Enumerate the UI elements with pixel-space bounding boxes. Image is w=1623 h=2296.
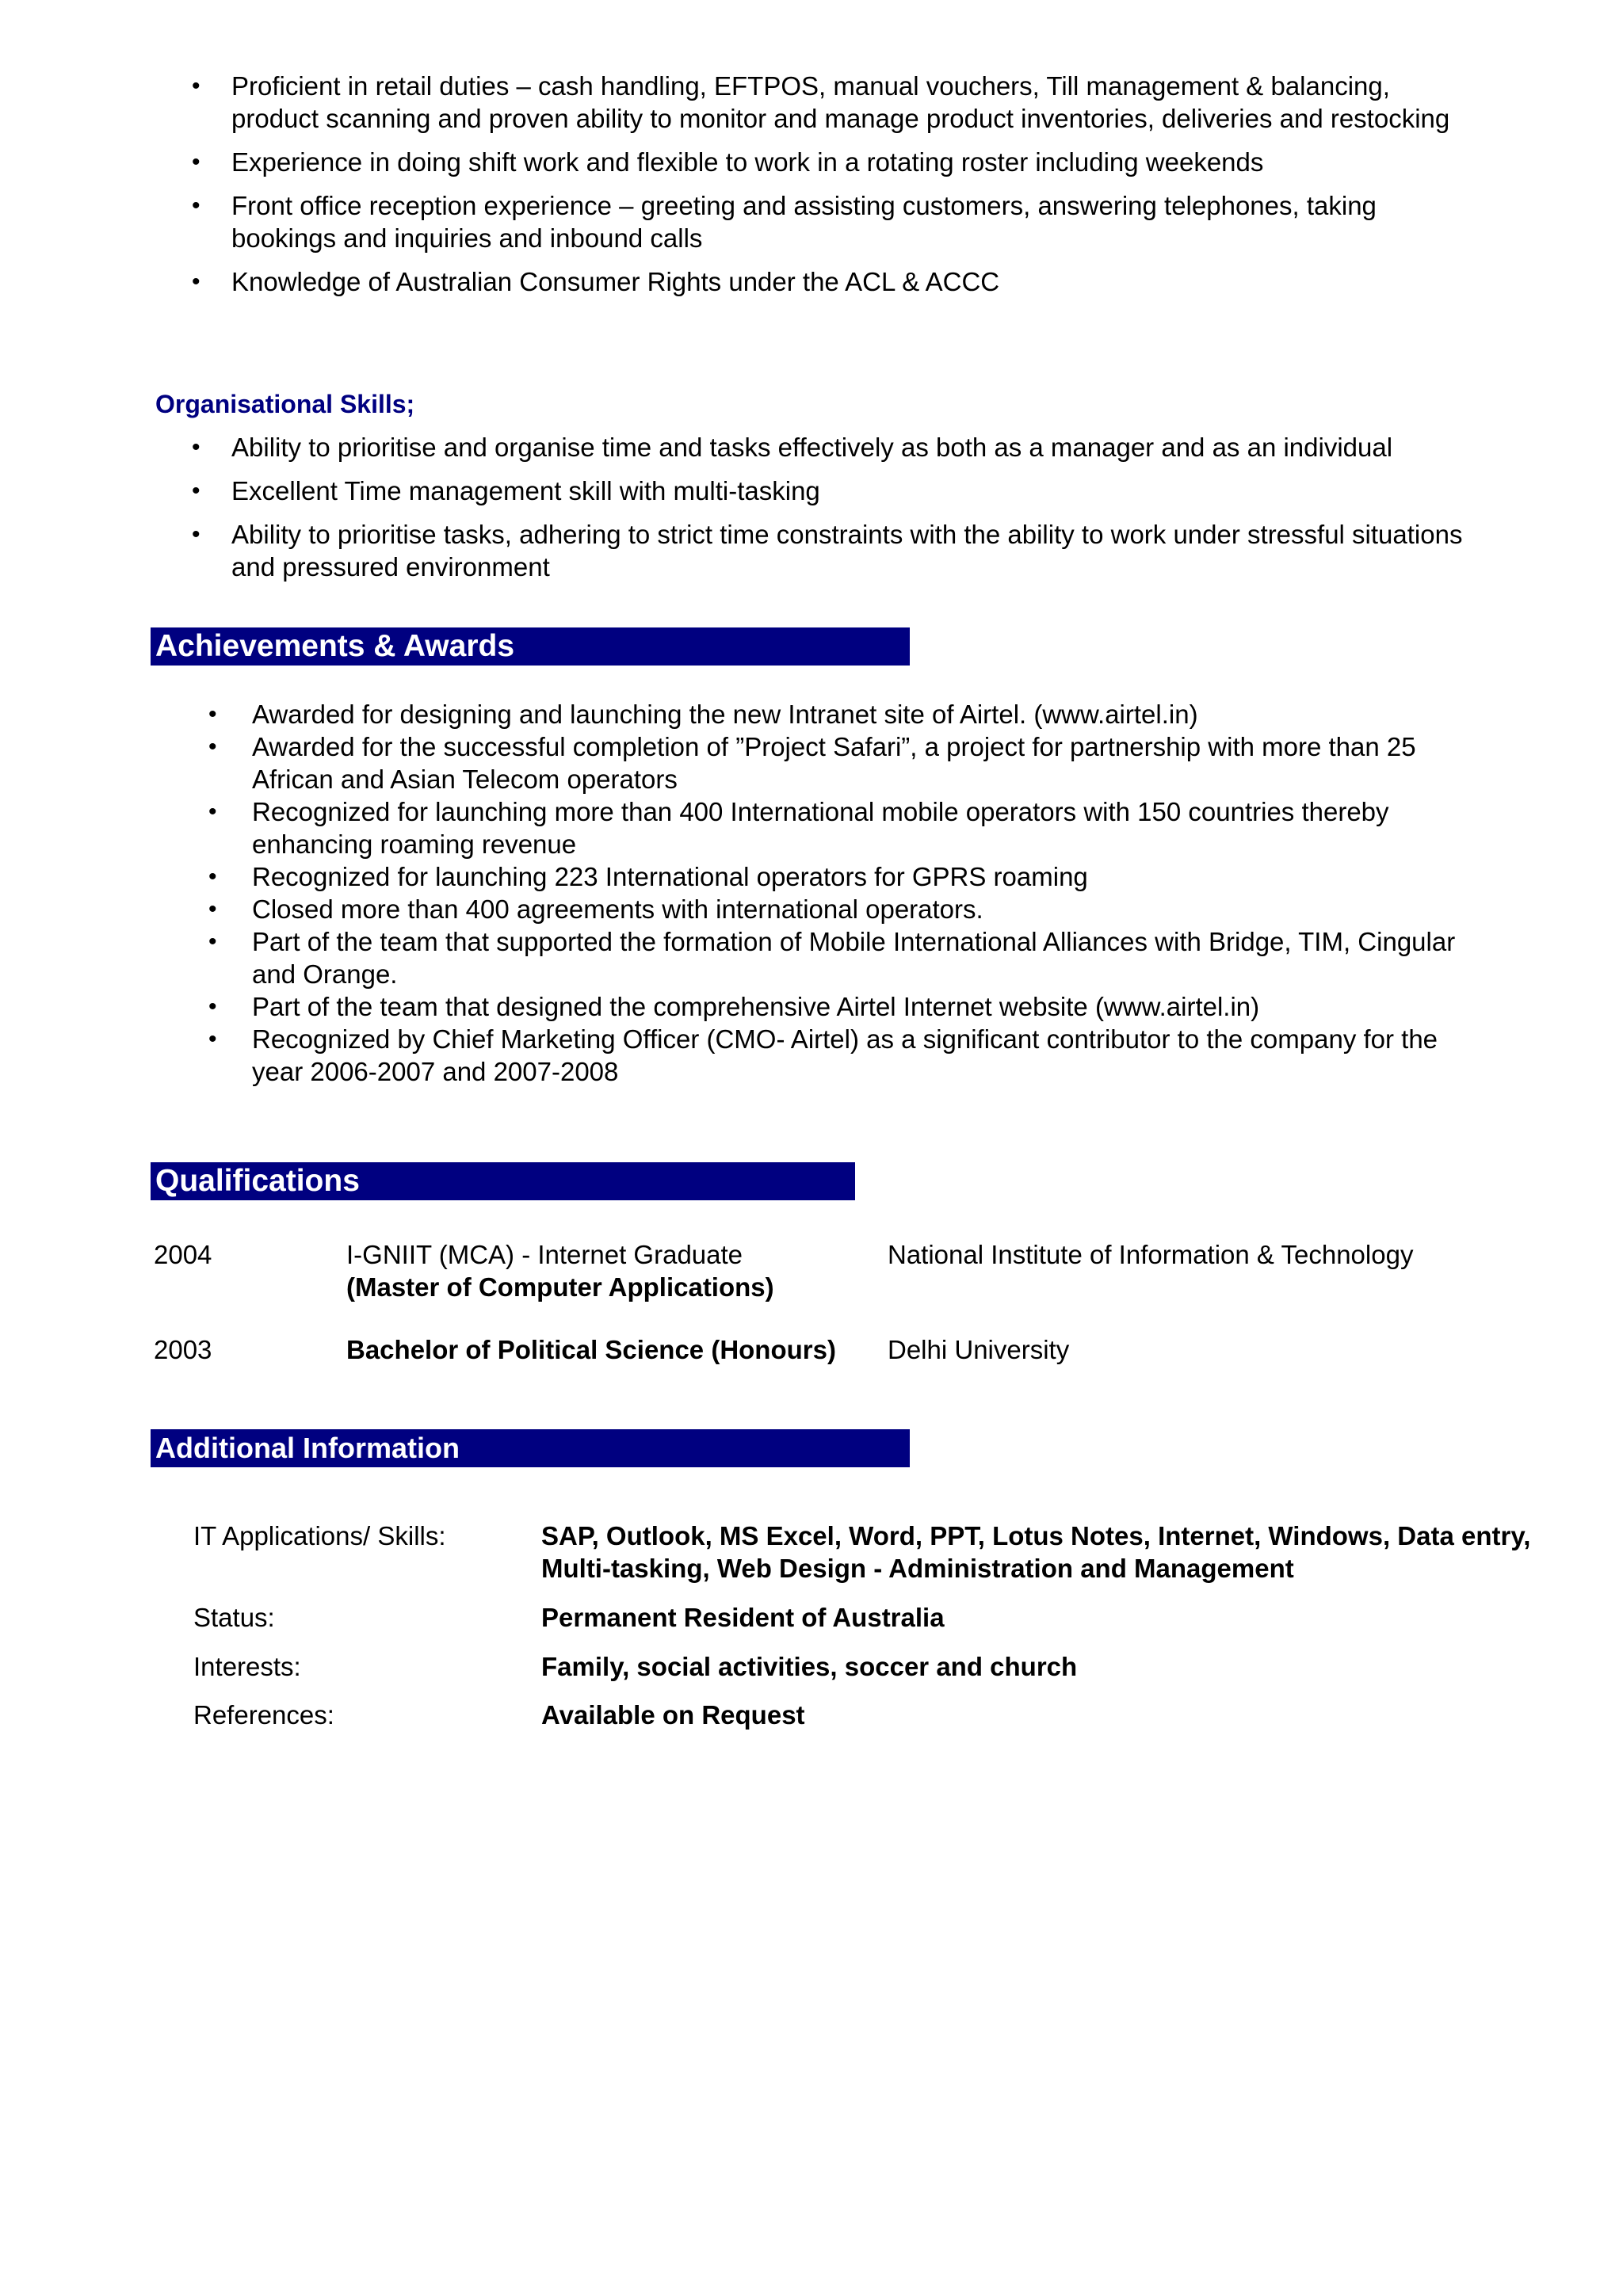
list-item: • Recognized for launching 223 International operators for GPRS roaming <box>252 860 1488 893</box>
list-item: • Front office reception experience – greeting and assisting customers, answering telephones, taking bookings and inquiries and inbound calls <box>231 189 1468 254</box>
qualification-year: 2004 <box>154 1240 212 1269</box>
list-item: • Experience in doing shift work and flexible to work in a rotating roster including weekends <box>231 146 1468 178</box>
info-value: Family, social activities, soccer and church <box>541 1652 1078 1681</box>
list-item: • Part of the team that supported the formation of Mobile International Alliances with Bridge, TIM, Cingular and Orange. <box>252 925 1488 990</box>
list-item: • Closed more than 400 agreements with international operators. <box>252 893 1488 925</box>
list-item: • Ability to prioritise and organise time and tasks effectively as both as a manager and as an individual <box>231 431 1499 463</box>
qualification-year: 2003 <box>154 1335 212 1364</box>
list-item: • Knowledge of Australian Consumer Rights under the ACL & ACCC <box>231 265 1468 298</box>
list-item: • Recognized for launching more than 400 International mobile operators with 150 countries thereby enhancing roaming revenue <box>252 795 1488 860</box>
info-value: SAP, Outlook, MS Excel, Word, PPT, Lotus Notes, Internet, Windows, Data entry, Multi-tasking, Web Design - Administration and Management <box>541 1521 1531 1583</box>
skills-list <box>231 70 1468 309</box>
qualification-degree: Bachelor of Political Science (Honours) <box>346 1335 836 1364</box>
info-label: Status: <box>193 1603 275 1632</box>
list-item: • Awarded for the successful completion of ”Project Safari”, a project for partnership with more than 25 African and Asian Telecom operators <box>252 730 1488 795</box>
list-item: • Part of the team that designed the comprehensive Airtel Internet website (www.airtel.in) <box>252 990 1488 1023</box>
qualifications-heading: Qualifications <box>151 1162 855 1200</box>
organisational-skills-heading: Organisational Skills; <box>155 390 415 418</box>
qualification-degree: I-GNIIT (MCA) - Internet Graduate <box>346 1240 743 1269</box>
achievements-list <box>252 698 1488 1088</box>
achievements-heading: Achievements & Awards <box>151 627 910 666</box>
list-item: • Recognized by Chief Marketing Officer (CMO- Airtel) as a significant contributor to the company for the year 2006-2007 and 2007-2008 <box>252 1023 1488 1088</box>
info-value: Permanent Resident of Australia <box>541 1603 945 1632</box>
info-label: IT Applications/ Skills: <box>193 1521 446 1550</box>
qualification-degree-detail: (Master of Computer Applications) <box>346 1272 774 1302</box>
info-label: Interests: <box>193 1652 301 1681</box>
list-item: • Ability to prioritise tasks, adhering to strict time constraints with the ability to work under stressful situations and pressured environment <box>231 518 1499 583</box>
info-value: Available on Request <box>541 1700 805 1730</box>
list-item: • Proficient in retail duties – cash handling, EFTPOS, manual vouchers, Till management & balancing, product scanning and proven ability to monitor and manage product inventories, deliveries and restocking <box>231 70 1468 135</box>
qualification-institution: National Institute of Information & Technology <box>888 1240 1414 1269</box>
list-item: • Excellent Time management skill with multi-tasking <box>231 475 1499 507</box>
additional-information-heading: Additional Information <box>151 1429 910 1467</box>
qualification-institution: Delhi University <box>888 1335 1070 1364</box>
info-label: References: <box>193 1700 334 1730</box>
organisational-skills-list <box>231 431 1499 594</box>
list-item: • Awarded for designing and launching the new Intranet site of Airtel. (www.airtel.in) <box>252 698 1488 730</box>
